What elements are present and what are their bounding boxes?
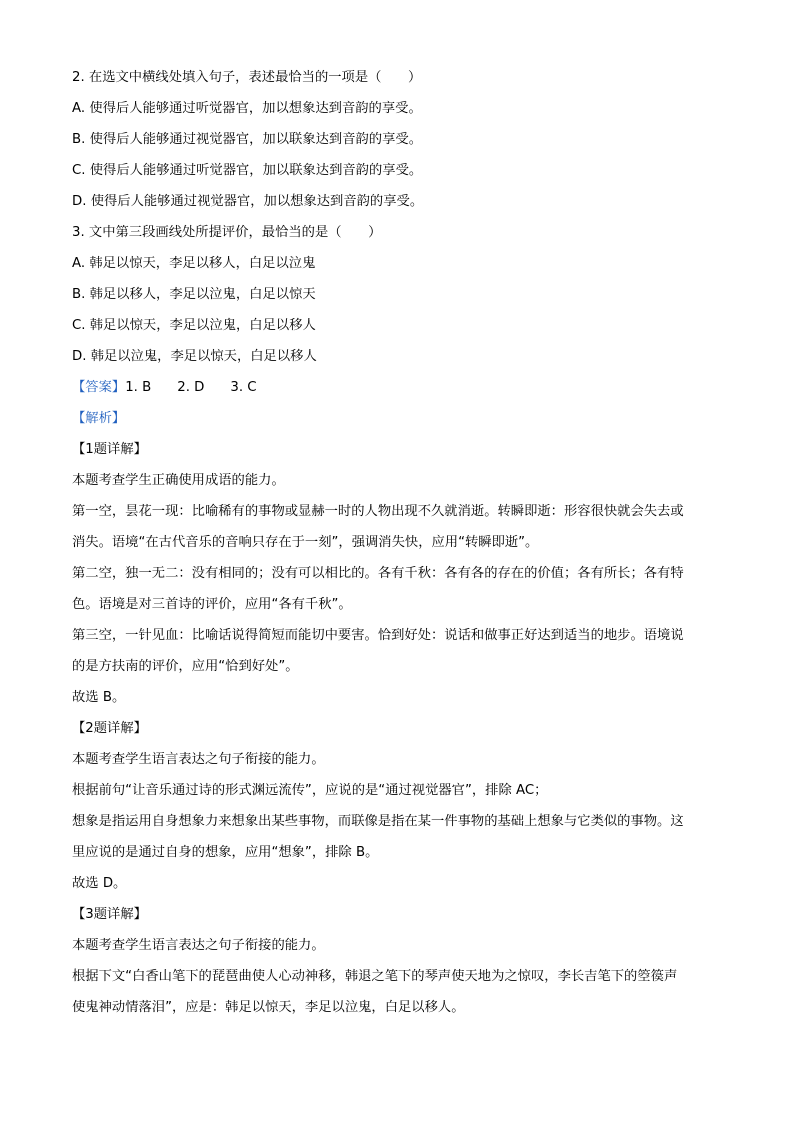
question-2-stem: 2. 在选文中横线处填入句子，表述最恰当的一项是（ ） [72,70,422,85]
answer-row [72,372,722,403]
detail-3-line: 本题考查学生语言表达之句子衔接的能力。 [72,938,325,953]
question-2-option-c: C. 使得后人能够通过听觉器官，加以联象达到音韵的享受。 [72,163,423,178]
detail-1-line: 的是方扶南的评价，应用“恰到好处”。 [72,659,299,674]
detail-1-line: 第三空，一针见血：比喻话说得简短而能切中要害。恰到好处：说话和做事正好达到适当的地步。语境说 [72,628,684,643]
question-3-option-a: A. 韩足以惊天，李足以移人，白足以泣鬼 [72,256,316,271]
answer-item-2: 2. D [177,380,205,395]
detail-1-line: 本题考查学生正确使用成语的能力。 [72,473,285,488]
question-2-option-d: D. 使得后人能够通过视觉器官，加以想象达到音韵的享受。 [72,194,424,209]
detail-2-conclusion: 故选 D。 [72,876,127,891]
detail-2-line: 想象是指运用自身想象力来想象出某些事物，而联像是指在某一件事物的基础上想象与它类似的事物。这 [72,814,684,829]
answer-item-3: 3. C [230,380,257,395]
question-2-option-a: A. 使得后人能够通过听觉器官，加以想象达到音韵的享受。 [72,101,422,116]
detail-2-line: 里应说的是通过自身的想象，应用“想象”，排除 B。 [72,845,379,860]
question-3-option-d: D. 韩足以泣鬼，李足以惊天，白足以移人 [72,349,317,364]
detail-1-line: 色。语境是对三首诗的评价，应用“各有千秋”。 [72,597,352,612]
question-3-stem: 3. 文中第三段画线处所提评价，最恰当的是（ ） [72,225,382,240]
question-2-option-b: B. 使得后人能够通过视觉器官，加以联象达到音韵的享受。 [72,132,422,147]
detail-3-line: 使鬼神动情落泪”，应是：韩足以惊天，李足以泣鬼，白足以移人。 [72,1000,465,1015]
document-page [72,62,722,1023]
detail-3-line: 根据下文“白香山笔下的琵琶曲使人心动神移，韩退之笔下的琴声使天地为之惊叹，李长吉笔下的箜篌声 [72,969,678,984]
question-3-option-b: B. 韩足以移人，李足以泣鬼，白足以惊天 [72,287,316,302]
analysis-label: 【解析】 [72,411,126,426]
detail-1-line: 第二空，独一无二：没有相同的；没有可以相比的。各有千秋：各有各的存在的价值；各有所长；各有特 [72,566,684,581]
detail-1-line: 消失。语境“在古代音乐的音响只存在于一刻”，强调消失快，应用“转瞬即逝”。 [72,535,539,550]
detail-1-heading: 【1题详解】 [72,442,147,457]
detail-1-conclusion: 故选 B。 [72,690,126,705]
detail-3-heading: 【3题详解】 [72,907,147,922]
detail-2-line: 根据前句“让音乐通过诗的形式渊远流传”，应说的是“通过视觉器官”，排除 AC； [72,783,548,798]
answer-item-1: 1. B [125,380,152,395]
detail-1-line: 第一空，昙花一现：比喻稀有的事物或显赫一时的人物出现不久就消逝。转瞬即逝：形容很快就会失去或 [72,504,684,519]
detail-2-line: 本题考查学生语言表达之句子衔接的能力。 [72,752,325,767]
answer-label: 【答案】 [72,380,126,395]
question-3-option-c: C. 韩足以惊天，李足以泣鬼，白足以移人 [72,318,316,333]
detail-2-heading: 【2题详解】 [72,721,147,736]
